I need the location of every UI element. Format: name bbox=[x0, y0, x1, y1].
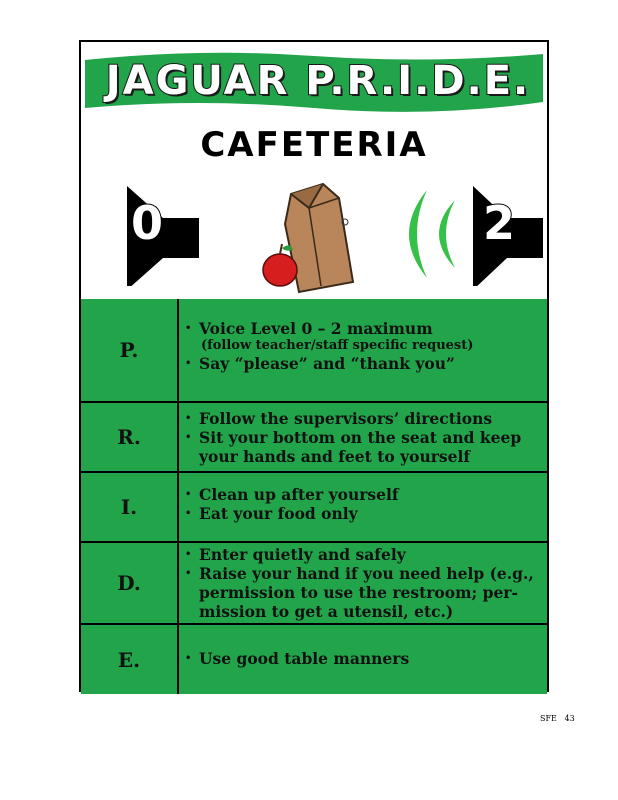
expectations-table bbox=[81, 299, 547, 694]
row-letter: P. bbox=[81, 299, 179, 401]
row-letter: I. bbox=[81, 473, 179, 541]
list-item: • Sit your bottom on the seat and keep your hands and feet to yourself bbox=[185, 428, 522, 466]
poster-subtitle: CAFETERIA bbox=[200, 125, 428, 165]
row-letter: R. bbox=[81, 403, 179, 471]
speaker-icon-right bbox=[471, 178, 551, 286]
list-item: • Raise your hand if you need help (e.g., permission to use the restroom; per-mission to get a utensil, etc.) bbox=[185, 564, 534, 621]
pride-poster bbox=[79, 40, 549, 692]
speaker-icon bbox=[125, 178, 205, 286]
sound-waves-icon bbox=[397, 184, 467, 284]
page-number: 43 bbox=[564, 714, 575, 723]
apple-icon bbox=[259, 240, 301, 290]
footer-code: SFE bbox=[540, 714, 557, 723]
page-footer bbox=[540, 714, 575, 723]
list-item: • Say “please” and “thank you” bbox=[185, 354, 455, 373]
list-item: • Clean up after yourself bbox=[185, 485, 399, 504]
row-letter: D. bbox=[81, 543, 179, 623]
icon-row bbox=[81, 170, 547, 298]
row-p bbox=[81, 299, 547, 403]
item-note: (follow teacher/staff specific request) bbox=[201, 338, 474, 353]
list-item: • Enter quietly and safely bbox=[185, 545, 406, 564]
voice-level-min: 0 bbox=[131, 196, 164, 250]
row-e bbox=[81, 625, 547, 694]
row-r bbox=[81, 403, 547, 473]
list-item: • Eat your food only bbox=[185, 504, 358, 523]
poster-title: JAGUAR P.R.I.D.E. bbox=[105, 58, 531, 104]
list-item: • Voice Level 0 – 2 maximum (follow teacher/staff specific request) bbox=[185, 319, 541, 354]
list-item: • Use good table manners bbox=[185, 649, 410, 668]
poster-header bbox=[81, 42, 547, 301]
row-i bbox=[81, 473, 547, 543]
list-item: • Follow the supervisors’ directions bbox=[185, 409, 493, 428]
row-letter: E. bbox=[81, 625, 179, 694]
voice-level-max: 2 bbox=[483, 196, 516, 250]
row-d bbox=[81, 543, 547, 625]
